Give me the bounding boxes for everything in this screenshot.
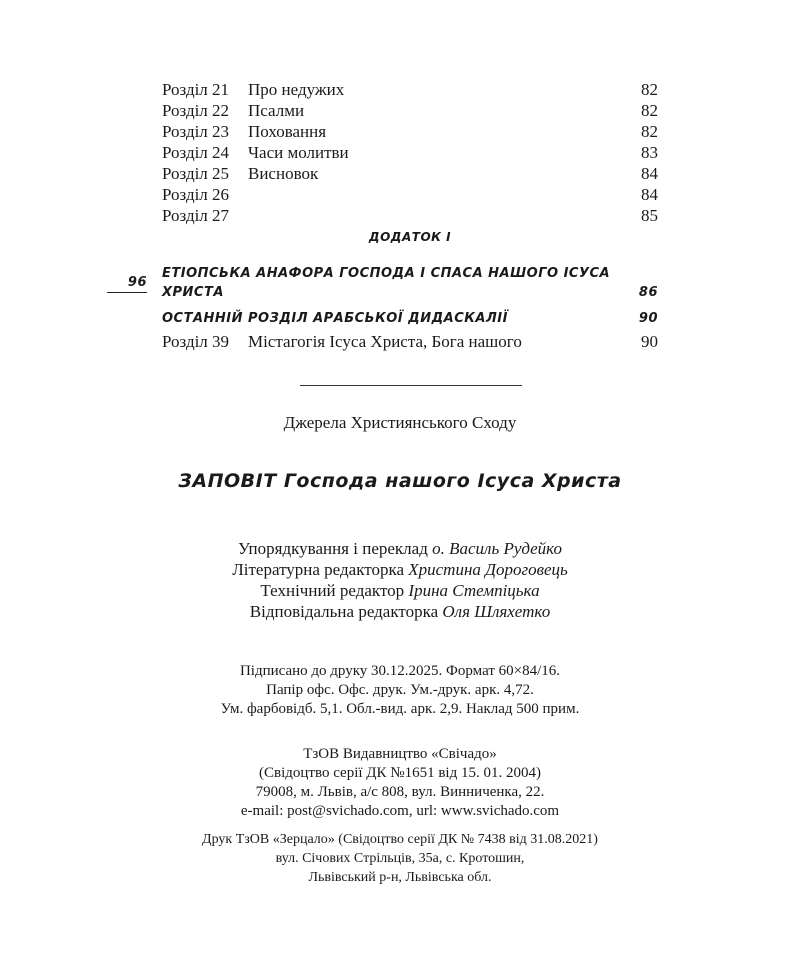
credit-name: Ірина Стемпіцька [408, 581, 540, 600]
toc-title: Псалми [248, 101, 305, 120]
credit-name: Оля Шляхетко [442, 602, 551, 621]
toc-entry [162, 331, 658, 352]
printer-address: вул. Січових Стрільців, 35а, с. Кротошин, [275, 851, 525, 866]
appendix-entry-title-cont: ХРИСТА [162, 285, 224, 300]
print-spec-line: Папір офс. Офс. друк. Ум.-друк. арк. 4,72. [266, 682, 534, 698]
credit-name: о. Василь Рудейко [432, 539, 562, 558]
toc-entry [162, 79, 658, 100]
publisher-info [100, 745, 700, 821]
appendix-entry-title: ОСТАННІЙ РОЗДІЛ АРАБСЬКОЇ ДИДАСКАЛІЇ [162, 311, 508, 326]
printer-address: Львівський р-н, Львівська обл. [308, 870, 492, 885]
series-title: Джерела Християнського Сходу [283, 413, 517, 432]
credit-line [100, 559, 700, 580]
appendix-heading: ДОДАТОК І [368, 230, 452, 244]
toc-chapter: Розділ 22 [162, 101, 230, 120]
publisher-contacts: e-mail: post@svichado.com, url: www.svichado.com [240, 803, 560, 819]
toc-entry [162, 205, 658, 226]
appendix-entry-ethiopian-line1: ЕТІОПСЬКА АНАФОРА ГОСПОДА І СПАСА НАШОГО ІСУСА [162, 266, 611, 281]
toc-chapter: Розділ 27 [162, 206, 230, 225]
section-divider [300, 385, 522, 386]
print-specs [100, 662, 700, 719]
credit-role: Літературна редакторка [232, 560, 409, 579]
credit-role: Упорядкування і переклад [238, 539, 433, 558]
publisher-name: ТзОВ Видавництво «Свічадо» [303, 746, 497, 762]
credit-role: Технічний редактор [260, 581, 409, 600]
toc-title: Висновок [248, 164, 319, 183]
toc-page: 85 [641, 206, 658, 225]
credit-line [100, 538, 700, 559]
toc-chapter: Розділ 21 [162, 80, 230, 99]
toc-entry [162, 142, 658, 163]
toc-title: Поховання [248, 122, 327, 141]
toc-page: 82 [641, 101, 658, 120]
toc-page: 82 [641, 80, 658, 99]
appendix-entry-ethiopian-line2 [162, 282, 658, 303]
toc-chapter: Розділ 24 [162, 143, 230, 162]
toc-title: Часи молитви [248, 143, 349, 162]
credit-role: Відповідальна редакторка [249, 602, 443, 621]
toc-page: 84 [641, 185, 658, 204]
book-title-main: ЗАПОВІТ [178, 470, 277, 492]
toc-entry [162, 184, 658, 205]
credits [100, 538, 700, 622]
toc-page: 90 [641, 332, 658, 351]
toc-title: Про недужих [248, 80, 345, 99]
publisher-certificate: (Свідоцтво серії ДК №1651 від 15. 01. 2004) [259, 765, 541, 781]
toc-page: 82 [641, 122, 658, 141]
book-title-rest: Господа нашого Ісуса Христа [276, 470, 622, 492]
printer-name: Друк ТзОВ «Зерцало» (Свідоцтво серії ДК № 7438 від 31.08.2021) [202, 832, 598, 847]
printer-info [100, 830, 700, 887]
appendix-entry-arabic [162, 308, 658, 329]
toc-chapter: Розділ 25 [162, 164, 230, 183]
toc-entry [162, 100, 658, 121]
credit-line [100, 601, 700, 622]
toc-page: 84 [641, 164, 658, 183]
toc-chapter: Розділ 39 [162, 332, 230, 351]
toc-page: 83 [641, 143, 658, 162]
toc-chapter: Розділ 26 [162, 185, 230, 204]
page-number-rule [107, 292, 147, 293]
toc-entry [162, 163, 658, 184]
toc-title: Містагогія Ісуса Христа, Бога нашого [248, 332, 522, 351]
print-spec-line: Ум. фарбовідб. 5,1. Обл.-вид. арк. 2,9. Наклад 500 прим. [220, 701, 580, 717]
toc-entry [162, 121, 658, 142]
publisher-address: 79008, м. Львів, а/с 808, вул. Винниченка, 22. [255, 784, 545, 800]
appendix-entry-page: 86 [638, 285, 658, 300]
toc-chapter: Розділ 23 [162, 122, 230, 141]
print-spec-line: Підписано до друку 30.12.2025. Формат 60×84/16. [239, 663, 561, 679]
book-title [100, 468, 700, 495]
page-number: 96 [127, 275, 147, 290]
credit-line [100, 580, 700, 601]
appendix-entry-page: 90 [638, 311, 658, 326]
credit-name: Христина Дороговець [408, 560, 568, 579]
